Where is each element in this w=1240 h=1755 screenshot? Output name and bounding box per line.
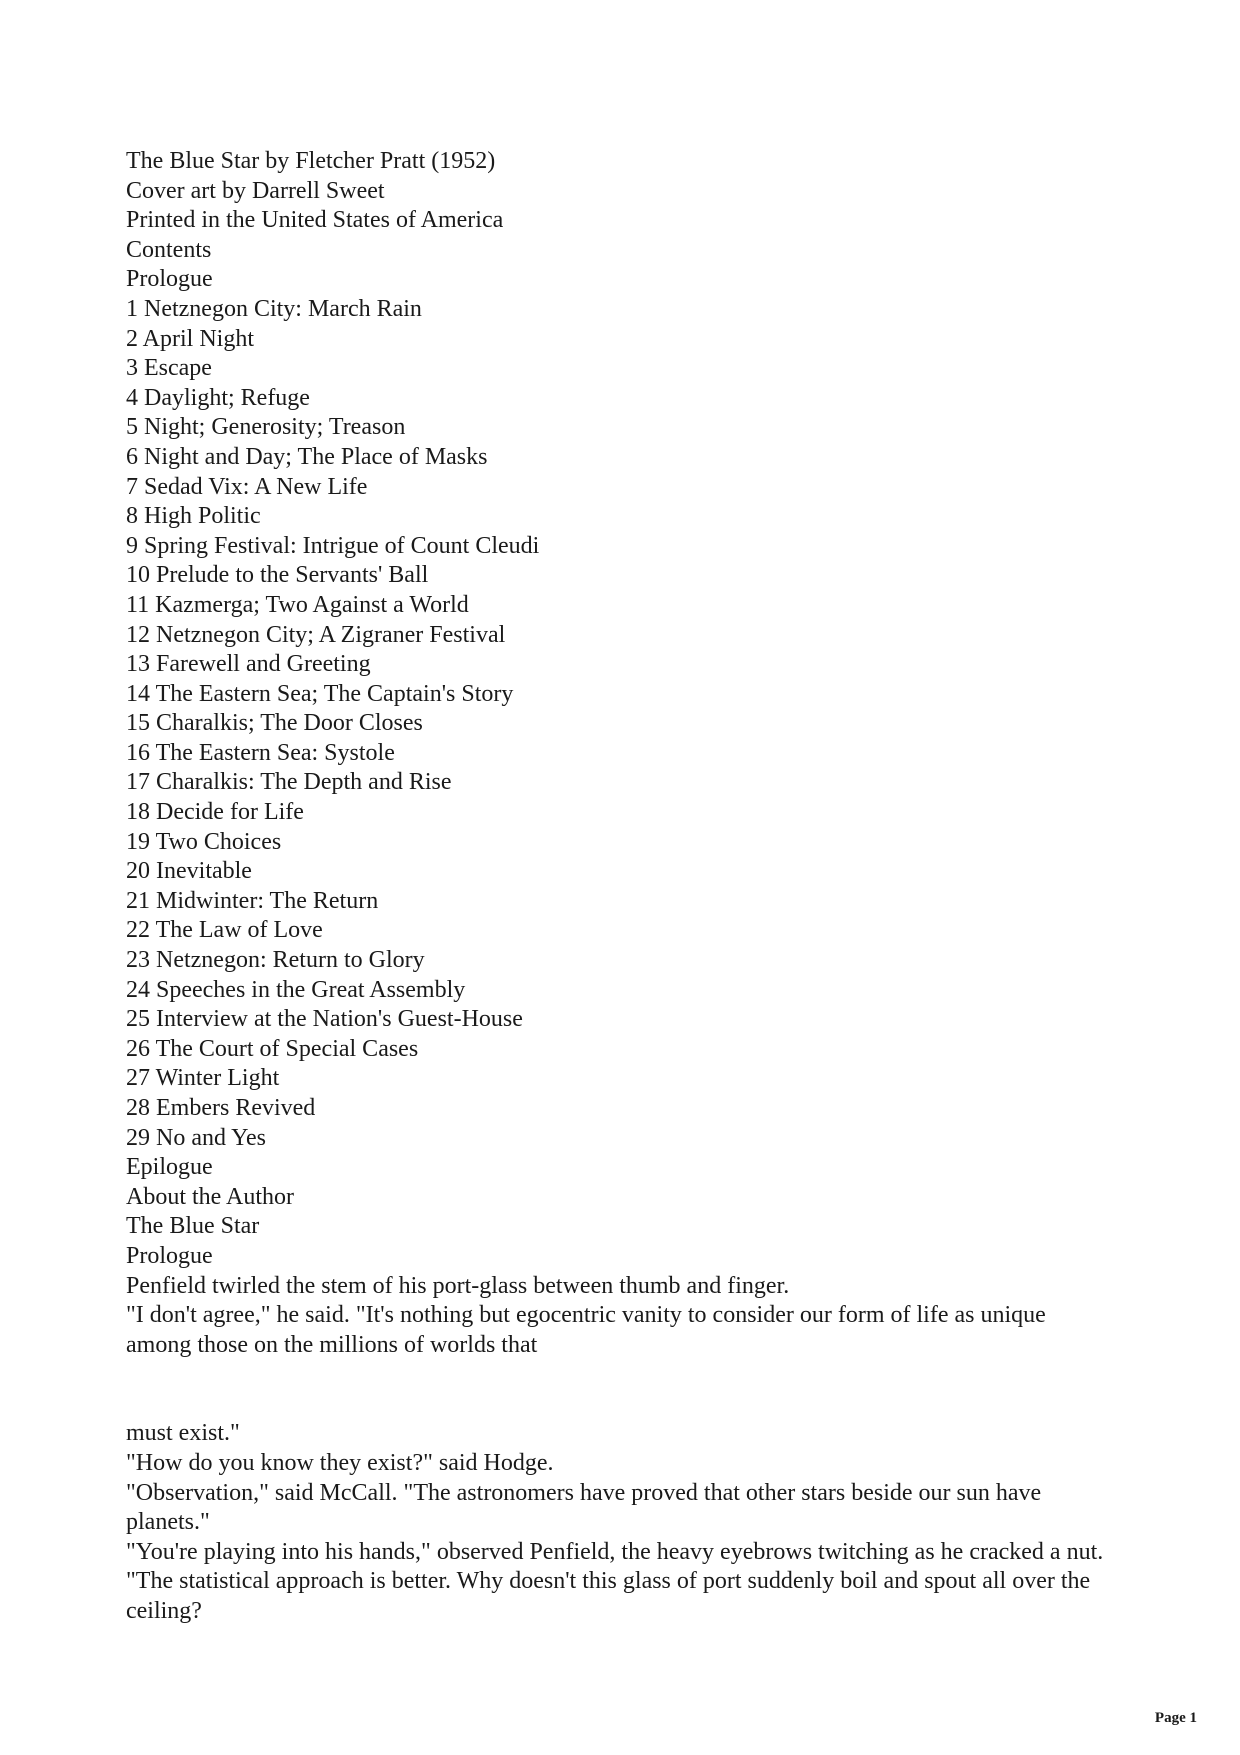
- text-line: 10 Prelude to the Servants' Ball: [126, 562, 429, 589]
- text-line: 18 Decide for Life: [126, 799, 304, 826]
- text-line: 7 Sedad Vix: A New Life: [126, 473, 368, 500]
- text-line: 1 Netznegon City: March Rain: [126, 295, 422, 322]
- text-line: Cover art by Darrell Sweet: [126, 177, 385, 204]
- text-line: 3 Escape: [126, 355, 212, 382]
- paragraph: "I don't agree," he said. "It's nothing but egocentric vanity to consider our form of life as unique among those on the millions of worlds that: [126, 1302, 1046, 1358]
- page-number: Page 1: [1154, 1710, 1197, 1726]
- text-line: 8 High Politic: [126, 503, 261, 530]
- text-line: 15 Charalkis; The Door Closes: [126, 710, 423, 737]
- text-line: 4 Daylight; Refuge: [126, 384, 310, 411]
- text-line: Prologue: [126, 266, 213, 293]
- paragraph: "Observation," said McCall. "The astronomers have proved that other stars beside our sun have planets.": [126, 1479, 1042, 1536]
- text-line: 25 Interview at the Nation's Guest-House: [126, 1006, 523, 1033]
- page-content: [126, 147, 1126, 1627]
- text-line: 28 Embers Revived: [126, 1095, 316, 1121]
- text-line: 20 Inevitable: [126, 858, 252, 885]
- text-line: 21 Midwinter: The Return: [126, 887, 379, 914]
- text-line: 22 The Law of Love: [126, 917, 323, 944]
- text-line: 14 The Eastern Sea; The Captain's Story: [126, 680, 514, 707]
- paragraph: must exist.": [126, 1420, 240, 1447]
- text-line: The Blue Star: [126, 1213, 260, 1240]
- text-line: 12 Netznegon City; A Zigraner Festival: [126, 621, 506, 648]
- text-line: 9 Spring Festival: Intrigue of Count Cleudi: [126, 532, 540, 559]
- text-line: 24 Speeches in the Great Assembly: [126, 976, 466, 1003]
- paragraph: "How do you know they exist?" said Hodge.: [126, 1449, 554, 1476]
- text-line: 26 The Court of Special Cases: [126, 1035, 419, 1062]
- text-line: 11 Kazmerga; Two Against a World: [126, 591, 469, 618]
- text-line: Contents: [126, 236, 212, 263]
- text-line: About the Author: [126, 1183, 294, 1210]
- text-line: 5 Night; Generosity; Treason: [126, 414, 406, 441]
- text-line: 13 Farewell and Greeting: [126, 651, 371, 678]
- text-line: Prologue: [126, 1242, 213, 1269]
- text-line: 23 Netznegon: Return to Glory: [126, 947, 425, 974]
- paragraph: "You're playing into his hands," observed Penfield, the heavy eyebrows twitching as he cracked a nut. "The statistical approach is better. Why doesn't this glass of port suddenly boil and spout all over the ceiling?: [126, 1538, 1104, 1624]
- text-line: 16 The Eastern Sea: Systole: [126, 739, 395, 766]
- text-line: 17 Charalkis: The Depth and Rise: [126, 769, 452, 796]
- text-line: The Blue Star by Fletcher Pratt (1952): [126, 148, 496, 174]
- text-line: 29 No and Yes: [126, 1124, 267, 1151]
- text-line: 2 April Night: [126, 325, 255, 352]
- page-gap: [126, 1360, 1126, 1419]
- text-line: Epilogue: [126, 1154, 213, 1181]
- text-line: Printed in the United States of America: [126, 207, 504, 234]
- contents-list: [126, 147, 1126, 1301]
- text-line: 6 Night and Day; The Place of Masks: [126, 443, 488, 470]
- text-line: 27 Winter Light: [126, 1065, 280, 1092]
- text-line: 19 Two Choices: [126, 828, 282, 855]
- text-line: Penfield twirled the stem of his port-glass between thumb and finger.: [126, 1272, 790, 1299]
